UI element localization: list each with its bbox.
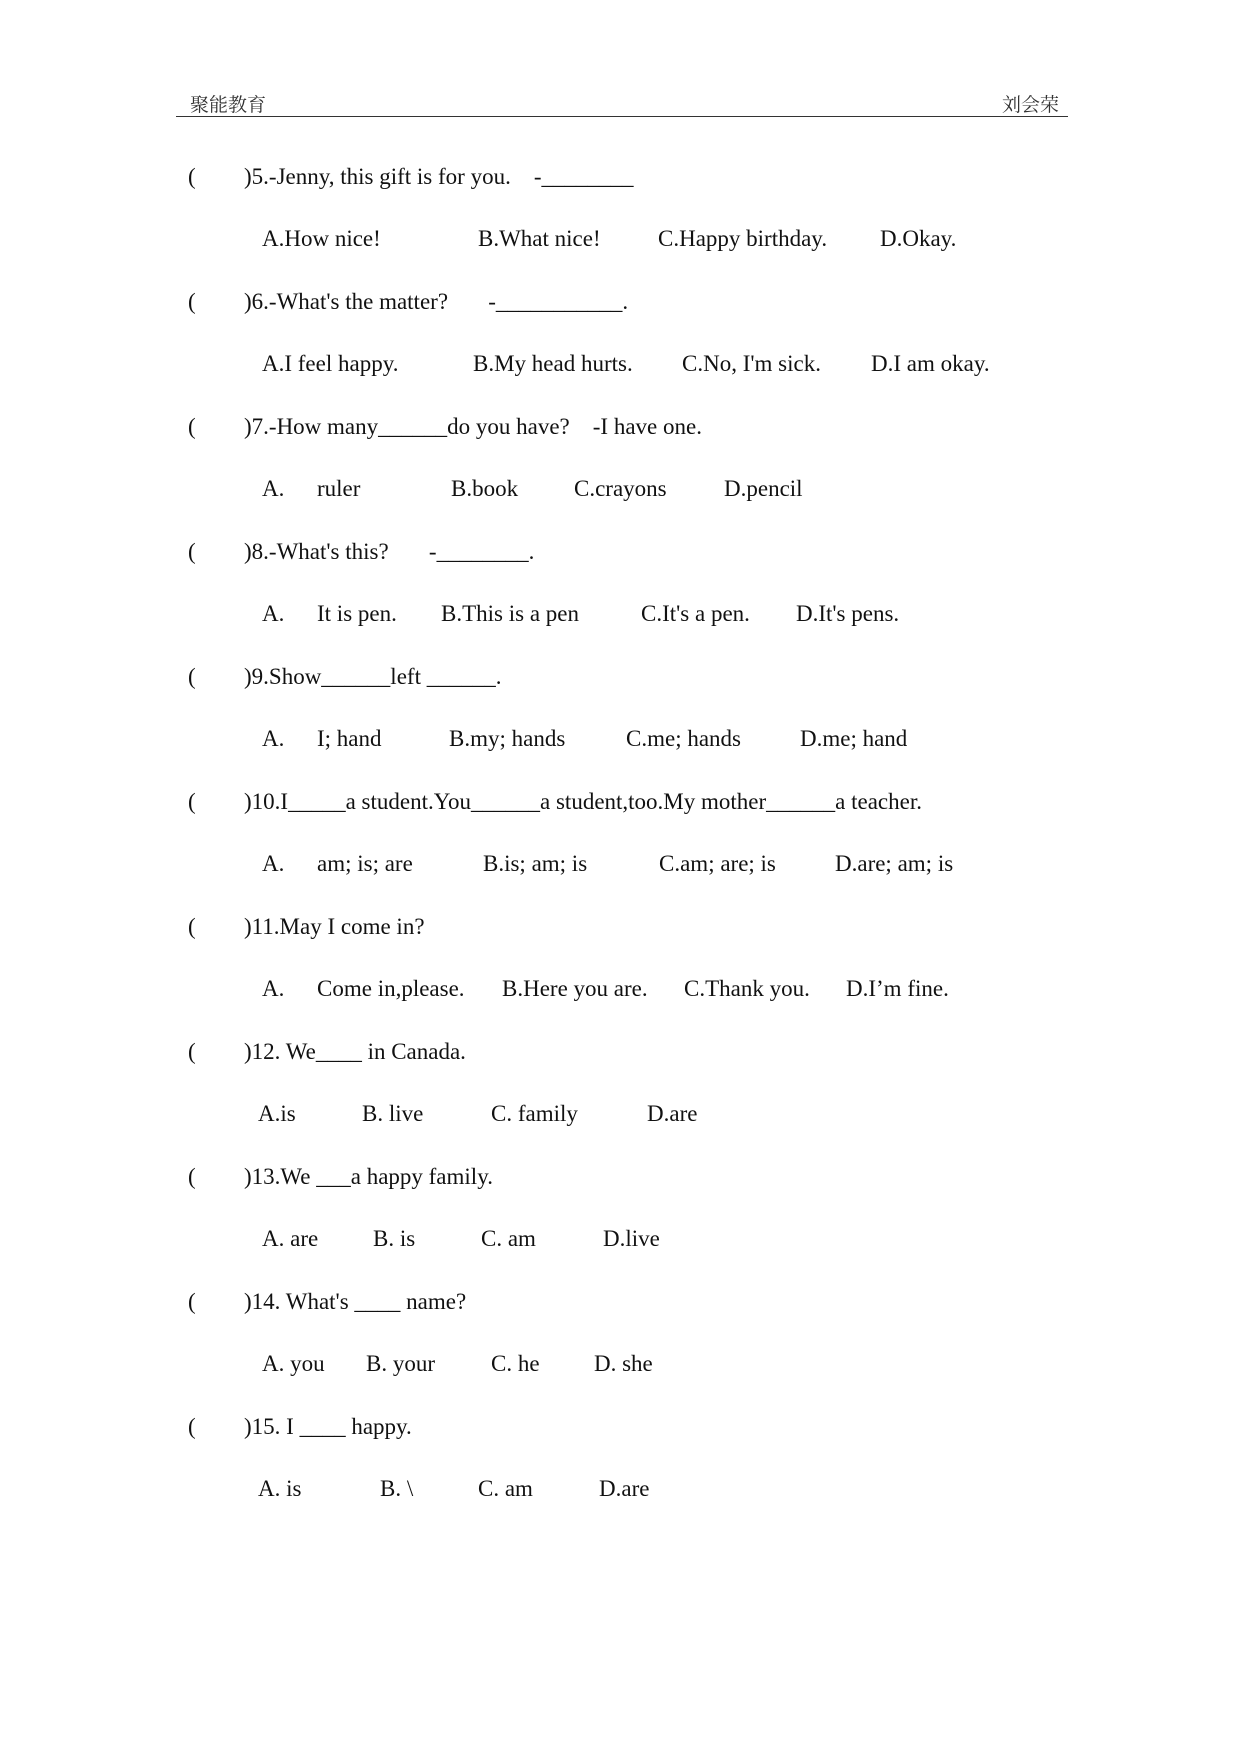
option: C.No, I'm sick. (682, 351, 821, 376)
option: C. am (478, 1476, 533, 1501)
header-left: 聚能教育 (190, 94, 267, 116)
option: B. live (362, 1101, 424, 1126)
option: C. he (491, 1351, 540, 1376)
question-text: )6.-What's the matter? -___________. (244, 289, 629, 314)
question-text: )5.-Jenny, this gift is for you. -________ (244, 164, 634, 189)
option: A.is (258, 1101, 296, 1126)
option: B.my; hands (449, 726, 566, 751)
answer-paren: ( (188, 664, 196, 689)
option: D.I am okay. (871, 351, 990, 376)
option: B.My head hurts. (473, 351, 633, 376)
option: Come in,please. (317, 976, 465, 1001)
question-text: )10.I_____a student.You______a student,too.My mother______a teacher. (244, 789, 922, 814)
question-text: )11.May I come in? (244, 914, 425, 939)
option: A. is (258, 1476, 302, 1501)
answer-paren: ( (188, 1039, 196, 1064)
option: A. (262, 601, 285, 626)
option: D.me; hand (800, 726, 908, 751)
option: B. \ (380, 1476, 414, 1501)
option: A. (262, 851, 285, 876)
option: B.is; am; is (483, 851, 588, 876)
option: am; is; are (317, 851, 413, 876)
option: C.It's a pen. (641, 601, 750, 626)
option: C.Happy birthday. (658, 226, 828, 251)
header-rule (176, 116, 1068, 117)
option: D. she (594, 1351, 653, 1376)
option: D.It's pens. (796, 601, 900, 626)
answer-paren: ( (188, 164, 196, 189)
option: D.are (647, 1101, 698, 1126)
answer-paren: ( (188, 1289, 196, 1314)
option: A. (262, 976, 285, 1001)
option: A. are (262, 1226, 319, 1251)
answer-paren: ( (188, 289, 196, 314)
option: D.I’m fine. (846, 976, 949, 1001)
option: B.What nice! (478, 226, 601, 251)
option: B. your (366, 1351, 435, 1376)
answer-paren: ( (188, 789, 196, 814)
header-right: 刘会荣 (1002, 94, 1060, 116)
answer-paren: ( (188, 914, 196, 939)
option: C.crayons (574, 476, 667, 501)
option: D.are (599, 1476, 650, 1501)
option: C.me; hands (626, 726, 741, 751)
option: ruler (317, 476, 361, 501)
option: B.book (451, 476, 519, 501)
option: D.pencil (724, 476, 803, 501)
answer-paren: ( (188, 1164, 196, 1189)
option: C. am (481, 1226, 536, 1251)
option: D.are; am; is (835, 851, 954, 876)
question-text: )12. We____ in Canada. (244, 1039, 466, 1064)
option: A. (262, 476, 285, 501)
option: A. you (262, 1351, 325, 1376)
option: A.I feel happy. (262, 351, 399, 376)
option: C.am; are; is (659, 851, 776, 876)
question-text: )14. What's ____ name? (244, 1289, 467, 1314)
option: A.How nice! (262, 226, 381, 251)
option: C. family (491, 1101, 578, 1126)
question-text: )15. I ____ happy. (244, 1414, 412, 1439)
answer-paren: ( (188, 539, 196, 564)
option: I; hand (317, 726, 382, 751)
option: A. (262, 726, 285, 751)
option: D.live (603, 1226, 660, 1251)
option: D.Okay. (880, 226, 957, 251)
answer-paren: ( (188, 414, 196, 439)
question-text: )8.-What's this? -________. (244, 539, 535, 564)
option: B. is (373, 1226, 416, 1251)
option: It is pen. (317, 601, 397, 626)
question-text: )13.We ___a happy family. (244, 1164, 493, 1189)
option: C.Thank you. (684, 976, 810, 1001)
option: B.This is a pen (441, 601, 579, 626)
answer-paren: ( (188, 1414, 196, 1439)
question-text: )9.Show______left ______. (244, 664, 502, 689)
question-text: )7.-How many______do you have? -I have one. (244, 414, 702, 439)
option: B.Here you are. (502, 976, 648, 1001)
